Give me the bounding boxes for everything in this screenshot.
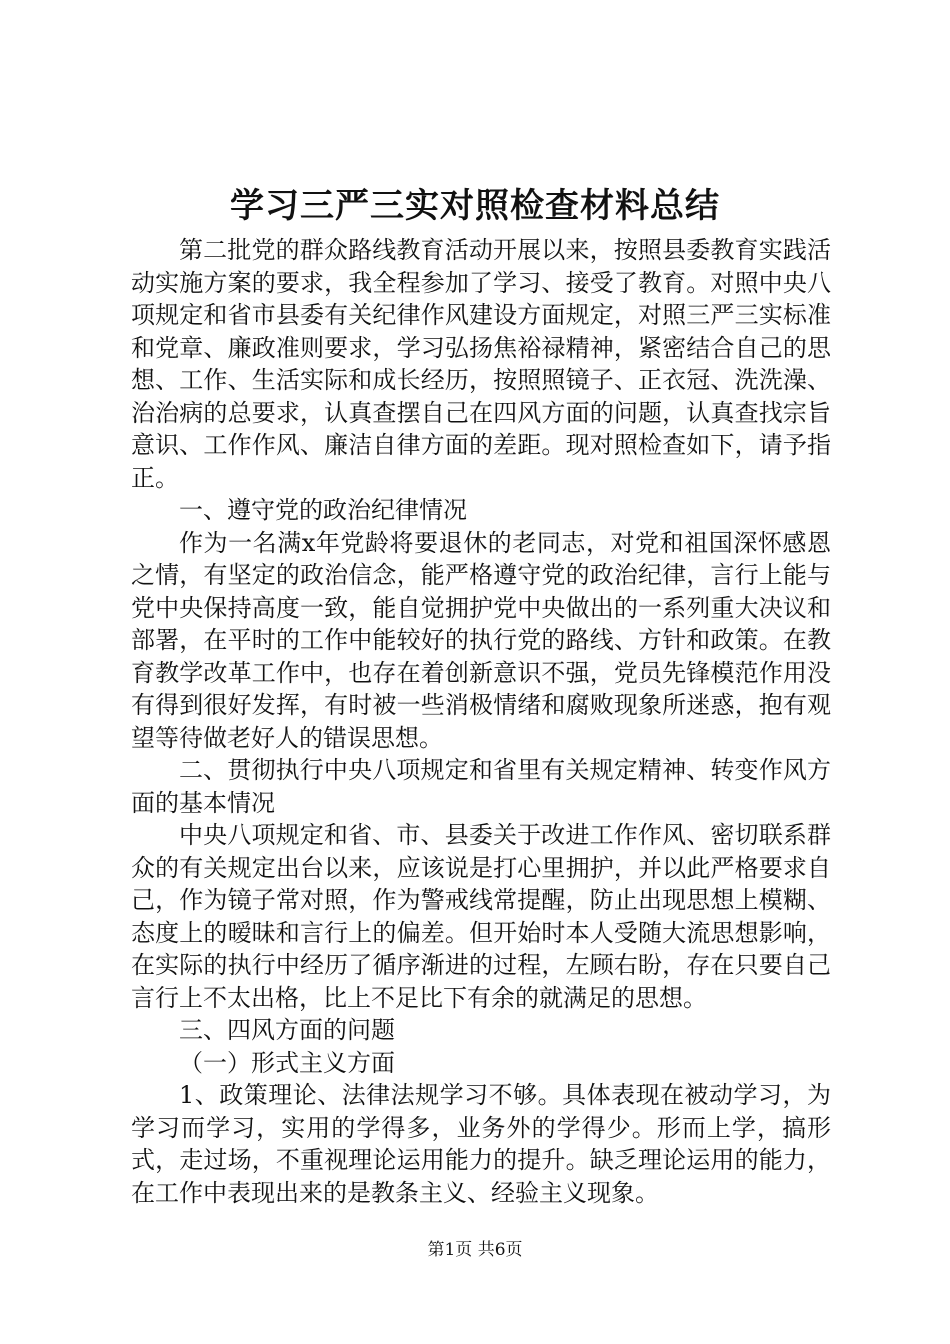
document-title: 学习三严三实对照检查材料总结 xyxy=(230,186,720,226)
paragraph-section-3-1-item-1: 1、政策理论、法律法规学习不够。具体表现在被动学习，为学习而学习，实用的学得多，业务外的学得少。形而上学，搞形式，走过场，不重视理论运用能力的提升。缺乏理论运用的能力，在工作中表现出来的是教条主义、经验主义现象。 xyxy=(131,1081,831,1207)
page-number-footer: 第1页 共6页 xyxy=(427,1240,523,1260)
paragraph-intro: 第二批党的群众路线教育活动开展以来，按照县委教育实践活动实施方案的要求，我全程参加了学习、接受了教育。对照中央八项规定和省市县委有关纪律作风建设方面规定，对照三严三实标准和党章、廉政准则要求，学习弘扬焦裕禄精神，紧密结合自己的思想、工作、生活实际和成长经历，按照照镜子、正衣冠、洗洗澡、治治病的总要求，认真查摆自己在四风方面的问题，认真查找宗旨意识、工作作风、廉洁自律方面的差距。现对照检查如下，请予指正。 xyxy=(131,236,831,492)
document-body xyxy=(131,234,831,1209)
section-heading-3: 三、四风方面的问题 xyxy=(179,1016,395,1044)
paragraph-section-1: 作为一名满x年党龄将要退休的老同志，对党和祖国深怀感恩之情，有坚定的政治信念，能严格遵守党的政治纪律，言行上能与党中央保持高度一致，能自觉拥护党中央做出的一系列重大决议和部署，在平时的工作中能较好的执行党的路线、方针和政策。在教育教学改革工作中，也存在着创新意识不强，党员先锋模范作用没有得到很好发挥，有时被一些消极情绪和腐败现象所迷惑，抱有观望等待做老好人的错误思想。 xyxy=(131,528,831,752)
subsection-heading-3-1: （一）形式主义方面 xyxy=(179,1048,395,1077)
section-heading-1: 一、遵守党的政治纪律情况 xyxy=(179,496,467,524)
section-heading-2: 二、贯彻执行中央八项规定和省里有关规定精神、转变作风方面的基本情况 xyxy=(131,756,831,817)
paragraph-section-2: 中央八项规定和省、市、县委关于改进工作作风、密切联系群众的有关规定出台以来，应该说是打心里拥护，并以此严格要求自己，作为镜子常对照，作为警戒线常提醒，防止出现思想上模糊、态度上的暧昧和言行上的偏差。但开始时本人受随大流思想影响，在实际的执行中经历了循序渐进的过程，左顾右盼，存在只要自己言行上不太出格，比上不足比下有余的就满足的思想。 xyxy=(131,821,831,1012)
